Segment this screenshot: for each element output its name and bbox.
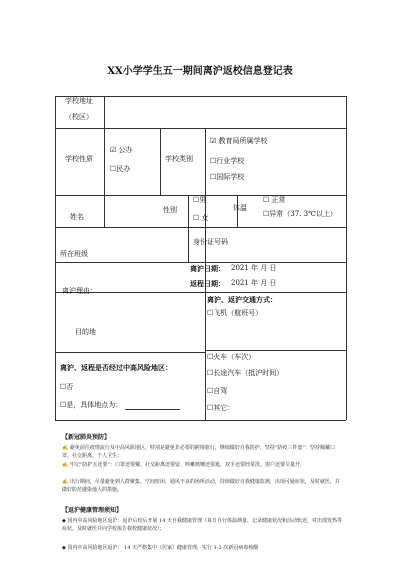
leave-date-label: 离沪日期：: [190, 264, 225, 273]
col-line-d: [104, 195, 105, 227]
nature-public-checkbox[interactable]: ☑ 公办: [110, 146, 133, 154]
row-line-6: [205, 350, 346, 351]
transport-label: 离沪、返沪交通方式：: [207, 295, 277, 304]
page-title: XX小学学生五一期间离沪返校信息登记表: [107, 66, 293, 77]
name-label: 姓名: [70, 213, 84, 221]
col-line-c: [205, 128, 206, 420]
notice-item-2: ✍ 牢记“防护五还要”：口罩还要戴、社交距离还要留、咳嗽喷嚏还要遮、双手还要经常洗、窗户还要尽量开。: [62, 462, 305, 468]
return-date-value[interactable]: 2021 年 月 日: [231, 279, 277, 287]
transport-plane-checkbox[interactable]: ☐飞机（航班号）: [207, 309, 263, 317]
row-line-4: [55, 262, 346, 263]
table-border-left: [55, 96, 56, 420]
col-line-e: [188, 195, 189, 227]
health-item-1: ◆ 国内中高风险地区返沪：返沪后校后开展 14 天自我健康管理（每日自行体温测量、记录健康状况和活动轨迹，对出现发热等症状，及时就医并向学校报告我校健康状况）；: [62, 518, 342, 532]
type-intl-checkbox[interactable]: ☐国际学校: [210, 173, 245, 181]
row-line-3: [55, 227, 346, 228]
type-edu-checkbox[interactable]: ☑ 教育局所属学校: [210, 137, 268, 145]
transport-other-checkbox[interactable]: ☐其它：: [207, 404, 235, 412]
temp-normal-checkbox[interactable]: ☐ 正常: [263, 196, 286, 204]
destination-label: 目的地: [75, 328, 96, 336]
notice-item-3-text: 出行期间，尽量避免到人群聚集、空间密闭、通风不良的场所活动，持续做好自我健康监测，出现可疑症状，及时就医，并做好防范感染他人的措施。: [62, 479, 340, 493]
class-label: 所在班级: [60, 250, 88, 258]
temperature-label: 体温: [233, 204, 247, 212]
id-number-label: 身份证号码: [193, 238, 228, 246]
notice-item-2-text: 牢记“防护五还要”：口罩还要戴、社交距离还要留、咳嗽喷嚏还要遮、双手还要经常洗、窗户还要尽量开。: [69, 462, 305, 468]
temp-abnormal-checkbox[interactable]: ☐异常（37. 3℃以上）: [263, 210, 337, 218]
school-name-label-2: （校区）: [65, 113, 93, 121]
gender-label: 性别: [163, 206, 177, 214]
col-line-a: [104, 96, 105, 195]
notice-item-1-text: 避免前往疫情流行及中高风险地区，特别是避免非必要的跨境旅行，继续做好自我防护，坚持“防疫三件套”：坚持佩戴口罩、社交距离、个人卫生；: [62, 445, 335, 459]
health-item-2-text: 国内中高风险地区返沪： 14 天严格集中（居家）健康管理，实行 1-2 次新冠病毒核酸: [67, 545, 259, 551]
row-line-7: [55, 352, 205, 353]
row-line-5: [55, 292, 346, 293]
health-item-1-text: 国内中高风险地区返沪：返沪后校后开展 14 天自我健康管理（每日自行体温测量、记录健康状况和活动轨迹，对出现发热等症状，及时就医并向学校报告我校健康状况）；: [62, 518, 342, 532]
notice-item-1: ✍ 避免前往疫情流行及中高风险地区，特别是避免非必要的跨境旅行，继续做好自我防护，坚持“防疫三件套”：坚持佩戴口罩、社交距离、个人卫生；: [62, 445, 335, 459]
transport-bus-checkbox[interactable]: ☐长途汽车（抵沪时间）: [207, 369, 284, 377]
notice-item-3: ✍ 出行期间，尽量避免到人群聚集、空间密闭、通风不良的场所活动，持续做好自我健康监测，出现可疑症状，及时就医，并做好防范感染他人的措施。: [62, 479, 340, 493]
risk-yes-label: ☐是，具体地点为：: [60, 401, 123, 409]
type-industry-checkbox[interactable]: ☐行业学校: [210, 157, 245, 165]
col-line-b: [160, 128, 161, 195]
table-border-right: [346, 96, 347, 420]
gender-female-checkbox[interactable]: ☐ 女: [193, 214, 209, 222]
table-border-top: [55, 96, 346, 97]
reason-label: 离沪理由：: [62, 287, 97, 295]
school-name-field[interactable]: [106, 98, 344, 126]
school-nature-label: 学校性质: [65, 155, 93, 163]
school-name-label: 学校地址: [65, 97, 93, 105]
table-border-bottom: [55, 420, 346, 421]
gender-male-checkbox[interactable]: ☐男: [193, 196, 207, 204]
risk-yes-checkbox[interactable]: [60, 401, 180, 410]
col-line-g: [188, 227, 189, 262]
transport-train-checkbox[interactable]: ☐火车（车次）: [207, 353, 256, 361]
return-health-heading: 【返沪健康管理须知】: [62, 507, 123, 514]
risk-no-checkbox[interactable]: ☐否: [60, 383, 74, 391]
leave-date-value[interactable]: 2021 年 月 日: [231, 264, 277, 272]
school-type-label: 学校类别: [165, 155, 193, 163]
health-item-2: ◆ 国内中高风险地区返沪： 14 天严格集中（居家）健康管理，实行 1-2 次新冠病毒核酸: [62, 545, 259, 551]
risk-question: 离沪、返程是否经过中高风险地区：: [60, 363, 172, 372]
nature-private-checkbox[interactable]: ☐民办: [110, 165, 131, 173]
risk-location-field[interactable]: [125, 402, 180, 410]
return-date-label: 返程日期：: [190, 279, 225, 288]
covid-prevention-heading: 【新冠肺炎预防】: [62, 434, 111, 441]
transport-car-checkbox[interactable]: ☐自驾: [207, 387, 228, 395]
row-line-1: [55, 128, 346, 129]
